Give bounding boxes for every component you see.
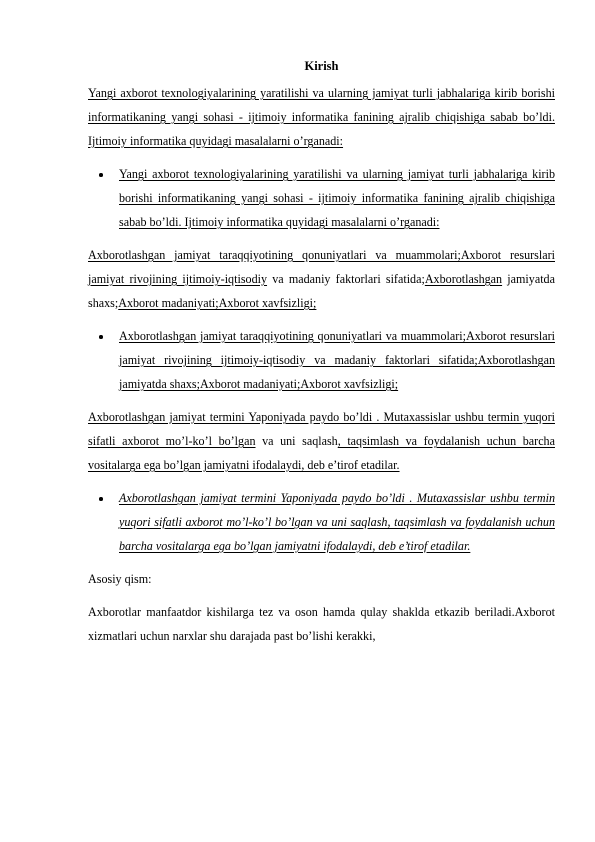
bullet-item-2 bbox=[88, 324, 555, 396]
bullet-dot-icon bbox=[99, 173, 103, 177]
topics-paragraph-part-d: jamiyatda shaxs; bbox=[88, 272, 555, 310]
bullet-dot-icon bbox=[99, 497, 103, 501]
main-paragraph bbox=[88, 600, 555, 648]
intro-paragraph bbox=[88, 81, 555, 153]
bullet-dot-icon bbox=[99, 335, 103, 339]
definition-paragraph-part-c: , taqsimlash va foydalanish uchun barcha vositalarga ega bo’lgan jamiyatni ifodalaydi, deb e’tirof etadilar. bbox=[88, 434, 555, 472]
definition-paragraph-part-a: Axborotlashgan jamiyat termini Yaponiyada paydo bo’ldi . Mutaxassislar ushbu termin yuqori sifatli axborot mo’l-ko’l bo’lgan bbox=[88, 410, 555, 448]
topics-paragraph-part-e: Axborot madaniyati;Axborot xavfsizligi; bbox=[118, 296, 317, 310]
section-heading: Asosiy qism: bbox=[88, 572, 152, 586]
intro-paragraph-text: Yangi axborot texnologiyalarining yaratilishi va ularning jamiyat turli jabhalariga kirib borishi informatikaning yangi sohasi - ijtimoiy informatika fanining ajralib chiqishiga sabab bo’ldi. Ijtimoiy informatika quyidagi masalalarni o’rganadi: bbox=[88, 86, 555, 148]
document-page bbox=[88, 54, 555, 657]
bullet-item-1 bbox=[88, 162, 555, 234]
topics-paragraph-part-b: va madaniy faktorlari sifatida; bbox=[267, 272, 425, 286]
main-paragraph-text: Axborotlar manfaatdor kishilarga tez va oson hamda qulay shaklda etkazib beriladi.Axborot xizmatlari uchun narxlar shu darajada past bo’lishi kerakki, bbox=[88, 605, 555, 643]
definition-paragraph-part-b: va uni saqlash bbox=[255, 434, 338, 448]
bullet-item-2-text: Axborotlashgan jamiyat taraqqiyotining qonuniyatlari va muammolari;Axborot resurslari jamiyat rivojining ijtimoiy-iqtisodiy va madaniy faktorlari sifatida;Axborotlashgan jamiyatda shaxs;Axborot madaniyati;Axborot xavfsizligi; bbox=[119, 329, 555, 391]
topics-paragraph bbox=[88, 243, 555, 315]
definition-paragraph bbox=[88, 405, 555, 477]
bullet-item-3-text: Axborotlashgan jamiyat termini Yaponiyada paydo bo’ldi . Mutaxassislar ushbu termin yuqori sifatli axborot mo’l-ko’l bo’lgan va uni saqlash, taqsimlash va foydalanish uchun barcha vositalarga ega bo’lgan jamiyatni ifodalaydi, deb e’tirof etadilar. bbox=[119, 491, 555, 553]
topics-paragraph-part-a: Axborotlashgan jamiyat taraqqiyotining qonuniyatlari va muammolari;Axborot resurslari jamiyat rivojining ijtimoiy-iqtisodiy bbox=[88, 248, 555, 286]
bullet-item-1-text: Yangi axborot texnologiyalarining yaratilishi va ularning jamiyat turli jabhalariga kirib borishi informatikaning yangi sohasi - ijtimoiy informatika fanining ajralib chiqishiga sabab bo’ldi. Ijtimoiy informatika quyidagi masalalarni o’rganadi: bbox=[119, 167, 555, 229]
topics-paragraph-part-c: Axborotlashgan bbox=[424, 272, 503, 286]
bullet-item-3 bbox=[88, 486, 555, 558]
document-title: Kirish bbox=[304, 59, 339, 73]
